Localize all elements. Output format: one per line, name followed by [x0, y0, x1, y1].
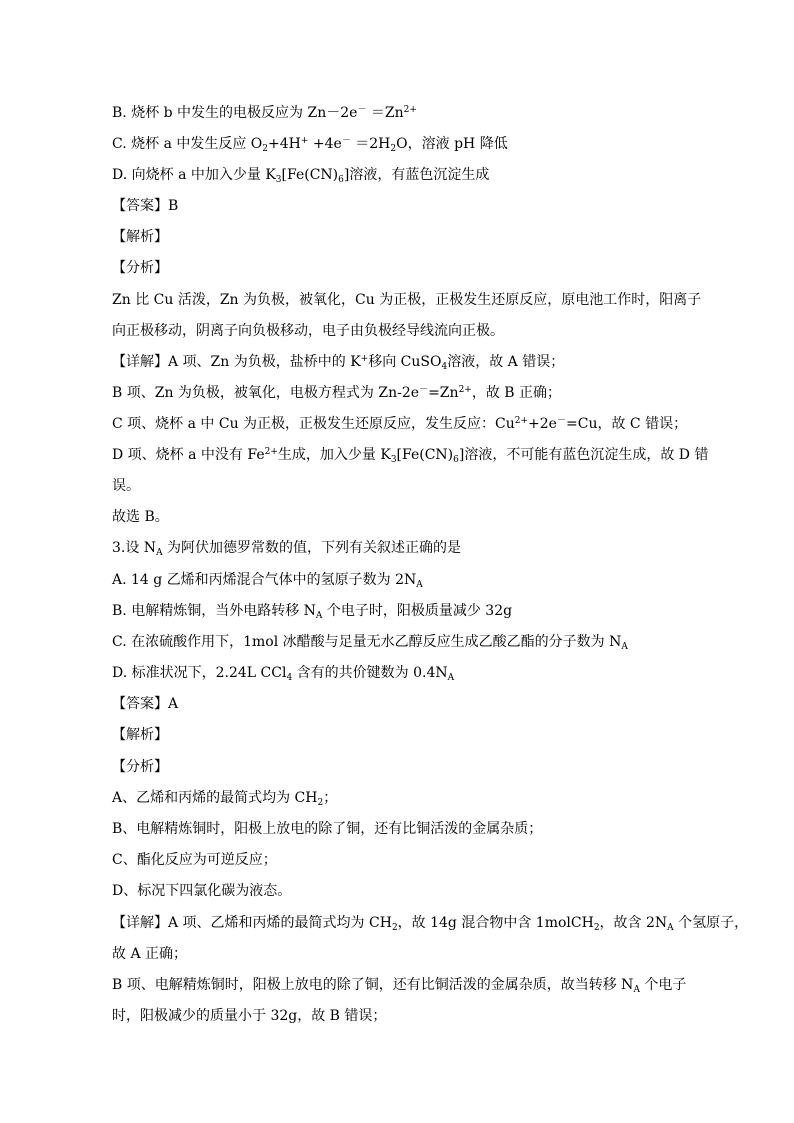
q3-fenxi-heading: 【分析】	[112, 759, 168, 775]
q2-detail-a: 【详解】A 项、Zn 为负极，盐桥中的 K+移向 CuSO$_4$溶液，故 A 错误；	[112, 354, 565, 372]
q2-detail-d-line-1: D 项、烧杯 a 中没有 $Fe^{2+}$生成，加入少量 $K_3[Fe(CN)_6]$溶液，不可能有蓝色沉淀生成，故 D 错	[112, 447, 709, 465]
q3-option-c: C. 在浓硫酸作用下，1mol 冰醋酸与足量无水乙醇反应生成乙酸乙酯的分子数为 $N_A$	[112, 634, 628, 652]
q2-detail-b: B 项、Zn 为负极，被氧化，电极方程式为 $Zn-2e^-=Zn^{2+}$，故 B 正确；	[112, 385, 562, 401]
q3-analysis-d: D、标况下四氯化碳为液态。	[112, 883, 292, 899]
q3-analysis-b: B、电解精炼铜时，阳极上放电的除了铜，还有比铜活泼的金属杂质；	[112, 821, 543, 837]
q3-option-b: B. 电解精炼铜，当外电路转移 $N_A$ 个电子时，阳极质量减少 32g	[112, 603, 513, 621]
q3-analysis-a: A、乙烯和丙烯的最简式均为 $CH_2$；	[112, 790, 338, 808]
q3-answer: 【答案】A	[112, 696, 179, 712]
q2-analysis-line-2: 向正极移动，阴离子向负极移动，电子由负极经导线流向正极。	[112, 323, 504, 339]
q3-stem: 3.设 $N_A$ 为阿伏加德罗常数的值，下列有关叙述正确的是	[112, 540, 462, 558]
q3-detail-b-line-2: 时，阳极减少的质量小于 32g，故 B 错误；	[112, 1008, 387, 1024]
q3-option-d: D. 标准状况下，2.24L CCl$_4$ 含有的共价键数为 $0.4N_A$	[112, 665, 455, 683]
q2-jiexi-heading: 【解析】	[112, 229, 168, 245]
q2-choose: 故选 B。	[112, 509, 169, 525]
q3-analysis-c: C、酯化反应为可逆反应；	[112, 852, 277, 868]
q2-detail-c: C 项、烧杯 a 中 Cu 为正极，正极发生还原反应，发生反应：$Cu^{2+}+2e^-=Cu$，故 C 错误；	[112, 416, 688, 432]
q3-detail-a-line-1: 【详解】A 项、乙烯和丙烯的最简式均为 $CH_2$，故 14g 混合物中含 1molCH$_2$，故含 $2N_A$ 个氢原子，	[112, 915, 749, 933]
q2-analysis-line-1: Zn 比 Cu 活泼，Zn 为负极，被氧化，Cu 为正极，正极发生还原反应，原电池工作时，阳离子	[112, 292, 702, 308]
q3-jiexi-heading: 【解析】	[112, 727, 168, 743]
q2-fenxi-heading: 【分析】	[112, 260, 168, 276]
q3-detail-b-line-1: B 项、电解精炼铜时，阳极上放电的除了铜，还有比铜活泼的金属杂质，故当转移 $N_A$ 个电子	[112, 977, 687, 995]
q3-option-a: A. 14 g 乙烯和丙烯混合气体中的氢原子数为 $2N_A$	[112, 572, 423, 590]
q2-option-d: D. 向烧杯 a 中加入少量 $K_3[Fe(CN)_6]$溶液，有蓝色沉淀生成	[112, 167, 490, 185]
q2-answer: 【答案】B	[112, 198, 179, 214]
q2-detail-d-line-2: 误。	[112, 478, 140, 494]
q3-detail-a-line-2: 故 A 正确；	[112, 946, 188, 962]
q2-option-b: B. 烧杯 b 中发生的电极反应为 $Zn-2e^- =Zn^{2+}$	[112, 105, 417, 121]
q2-option-c: C. 烧杯 a 中发生反应 $O_2+4H^+ +4e^- =2H_2O$，溶液 pH 降低	[112, 136, 508, 154]
